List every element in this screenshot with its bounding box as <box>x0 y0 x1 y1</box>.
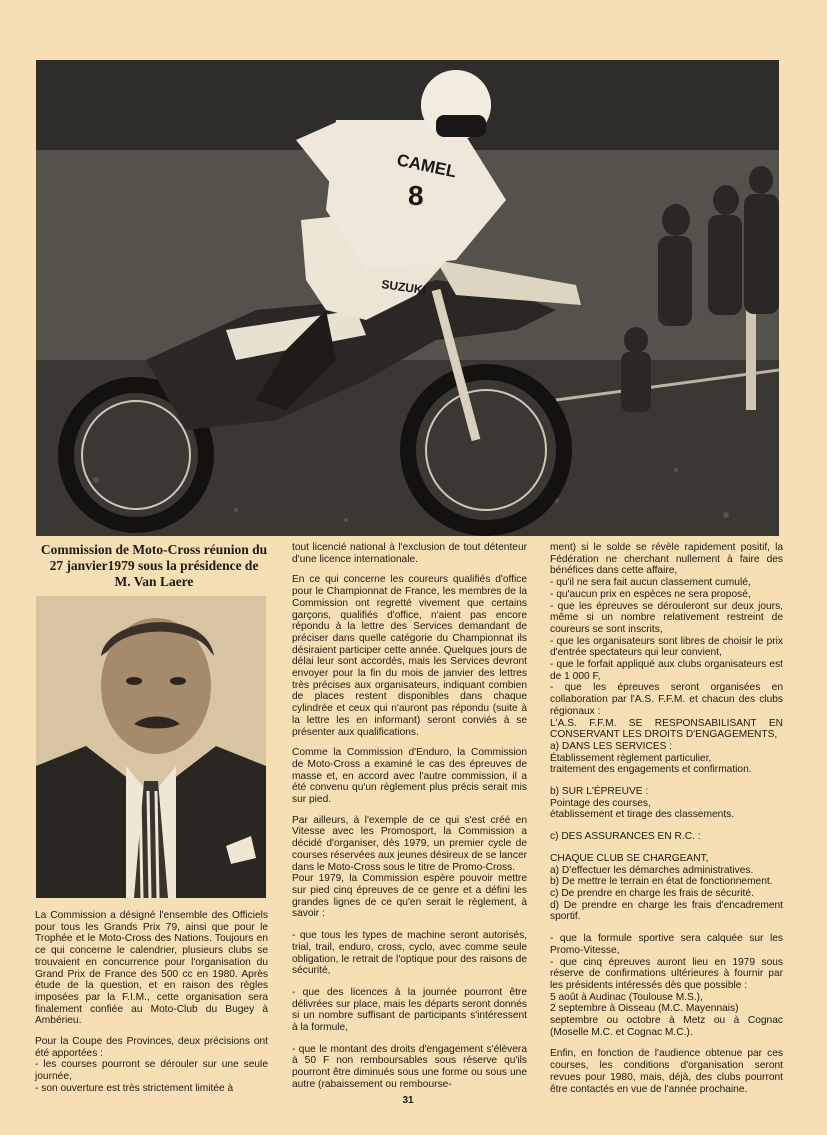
list-item: - que le forfait appliqué aux clubs organisateurs est de 1 000 F, <box>550 659 783 682</box>
paragraph: CHAQUE CLUB SE CHARGEANT, <box>550 852 709 864</box>
paragraph: Comme la Commission d'Enduro, la Commission de Moto-Cross a examiné le cas des épreuves de masse et, en accord avec l'autre commission, il a été convenu qu'un règlement plus précis serait mis sur pied. <box>292 747 527 806</box>
paragraph: Pour la Coupe des Provinces, deux précisions ont été apportées : <box>35 1036 268 1059</box>
list-item: - que cinq épreuves auront lieu en 1979 sous réserve de confirmations ultérieures à fournir par les présidents intéressés dès que possible : <box>550 956 783 991</box>
list-item: - qu'il ne sera fait aucun classement cumulé, <box>550 577 751 589</box>
van-laere-portrait <box>36 596 266 898</box>
article-column-2 <box>292 542 527 1091</box>
list-item: b) SUR L'ÉPREUVE : <box>550 786 649 798</box>
list-item: b) De mettre le terrain en état de fonctionnement. <box>550 876 773 888</box>
camel-logo-text: CAMEL <box>395 150 459 182</box>
paragraph: - que tous les types de machine seront autorisés, trial, trail, enduro, cross, cyclo, avec comme seule obligation, le retrait de l'optique pour des raisons de sécurité, <box>292 930 527 977</box>
list-item: - que les épreuves se dérouleront sur deux jours, même si un nombre relativement restreint de coureurs se sont inscrits, <box>550 600 783 635</box>
list-item: - que les organisateurs sont libres de choisir le prix d'entrée spectateurs qui leur convient, <box>550 635 783 659</box>
paragraph: - que des licences à la journée pourront être délivrées sur place, mais les départs seront donnés si un nombre suffisant de participants s'intéressent à la formule, <box>292 986 527 1034</box>
paragraph: L'A.S. F.F.M. SE RESPONSABILISANT EN CONSERVANT LES DROITS D'ENGAGEMENTS, <box>550 717 783 741</box>
list-item: d) De prendre en charge les frais d'encadrement sportif. <box>550 899 783 923</box>
paragraph: tout licencié national à l'exclusion de tout détenteur d'une licence internationale. <box>292 542 527 565</box>
paragraph: Par ailleurs, à l'exemple de ce qui s'est créé en Vitesse avec les Promosport, la Commission a décidé d'organiser, dès 1979, un premier cycle de courses réservées aux jeunes désireux de se lancer dans le Moto-Cross sous le titre de Promo-Cross. <box>292 814 528 873</box>
paragraph: - les courses pourront se dérouler sur une seule journée, <box>35 1059 268 1083</box>
list-item: - qu'aucun prix en espèces ne sera proposé, <box>550 588 751 600</box>
paragraph: En ce qui concerne les coureurs qualifiés d'office pour le Championnat de France, les membres de la Commission ont regretté vivement que certains garçons, qualifiés d'office, n'aient pas encore répondu à la lettre des Services demandant de préciser dans quelle catégorie du Championnat ils désiraient participer cette année. Quelques jours de délai leur sont accordés, mais les Services devront envoyer pour la fin du mois de janvier des lettres très précises aux organisateurs, indiquant combien de places restent disponibles dans chaque cylindrée et ceux qui n'auront pas répondu (suite à la lettre les en informant) seront conviés à se présenter aux qualifications. <box>292 574 527 738</box>
paragraph: La Commission a désigné l'ensemble des Officiels pour tous les Grands Prix 79, ainsi que pour le Trophée et le Moto-Cross des Nations. Toujours en ce qui concerne le calendrier, plusieurs clubs se trouvaient en concurrence pour l'organisation du Grand Prix de France des 500 cc en 1980. Après étude de la question, et en raison des règles imposées par la F.I.M., cette organisation sera finalement confiée au Moto-Club du Bugey à Ambérieu. <box>35 910 268 1027</box>
list-item: traitement des engagements et confirmation. <box>550 764 752 776</box>
article-title: Commission de Moto-Cross réunion du 27 janvier1979 sous la présidence de M. Van Laere <box>40 542 268 589</box>
list-item: 5 août à Audinac (Toulouse M.S.), <box>550 991 703 1003</box>
page-number: 31 <box>402 1095 414 1106</box>
list-item: a) D'effectuer les démarches administratives. <box>550 864 754 876</box>
list-item: a) DANS LES SERVICES : <box>550 740 673 752</box>
paragraph: - que le montant des droits d'engagement s'élèvera à 50 F non remboursables sous réserve qu'ils pourront être diminués sous une forme ou sous une autre (rabaissement ou rembourse- <box>292 1043 527 1090</box>
list-item: - que les épreuves seront organisées en collaboration par l'A.S. F.F.M. et chacun des clubs régionaux : <box>550 682 783 717</box>
paragraph: ment) si le solde se révèle rapidement positif, la Fédération ne cherchant nullement à faire des bénéfices dans cette affaire, <box>550 542 783 577</box>
list-item: Pointage des courses, <box>550 797 651 809</box>
paragraph: Enfin, en fonction de l'audience obtenue par ces courses, les conditions d'organisation seront revues pour 1980, mais, déjà, des clubs pourront être contactés en vue de l'année prochaine. <box>550 1048 783 1095</box>
article-column-1 <box>35 910 268 1095</box>
paragraph: Pour 1979, la Commission espère pouvoir mettre sur pied cinq épreuves de ce genre et a défini les grandes lignes de ce qu'en serait le règlement, à savoir : <box>292 873 527 920</box>
rider-number-text: 8 <box>408 180 424 211</box>
list-item: c) De prendre en charge les frais de sécurité. <box>550 887 754 899</box>
article-column-3 <box>550 542 783 1095</box>
list-item: 2 septembre à Oisseau (M.C. Mayennais) <box>550 1003 739 1015</box>
list-item: Établissement règlement particulier, <box>550 752 712 764</box>
list-item: établissement et tirage des classements. <box>550 809 735 821</box>
paragraph: - son ouverture est très strictement limitée à <box>35 1082 234 1094</box>
motocross-photo <box>36 60 779 536</box>
list-item: - que la formule sportive sera calquée sur les Promo-Vitesse, <box>550 933 783 956</box>
bike-brand-text: SUZUKI <box>380 277 427 298</box>
list-item: septembre ou octobre à Metz ou à Cognac (Moselle M.C. et Cognac M.C.). <box>550 1015 783 1038</box>
list-item: c) DES ASSURANCES EN R.C. : <box>550 831 701 843</box>
